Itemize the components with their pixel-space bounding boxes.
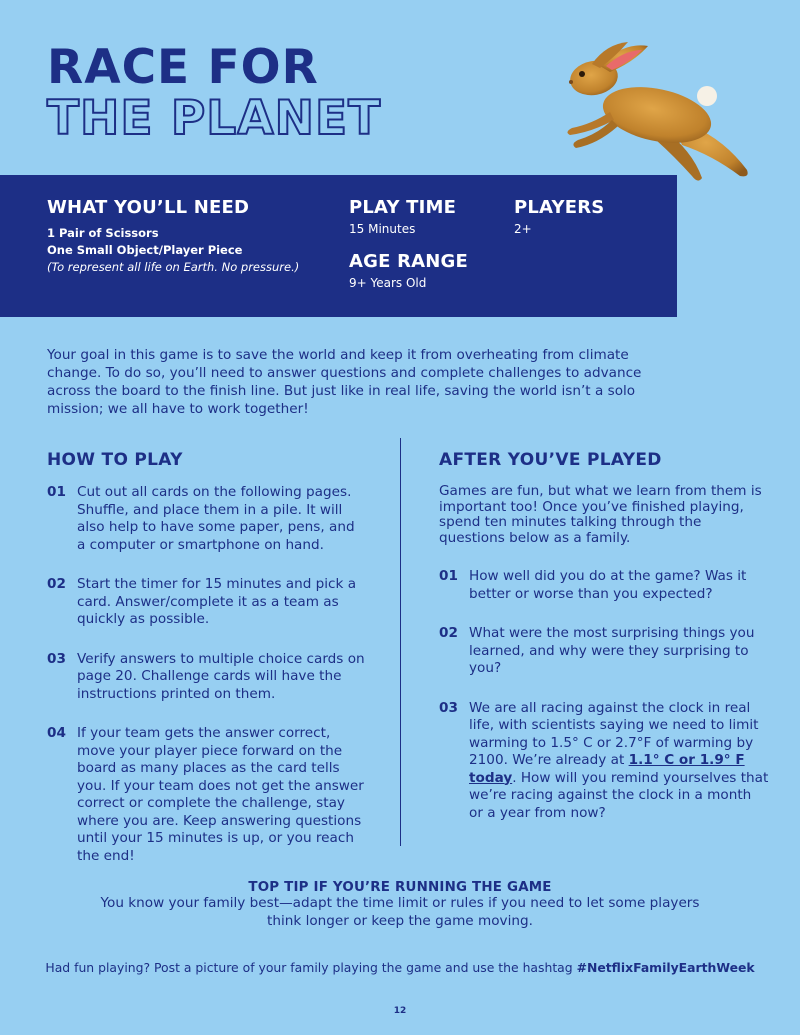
step-text-before: We are all racing against the clock in real life, with scientists saying we need to limit warming to 1.5° C or 2.7°F of warming by 2100. We’re already at (469, 699, 759, 768)
what-you-need-heading: WHAT YOU’LL NEED (47, 197, 250, 218)
top-tip-heading: TOP TIP IF YOU’RE RUNNING THE GAME (248, 880, 552, 895)
warming-stat-link[interactable]: 1.1° C or 1.9° F today (469, 752, 745, 786)
need-note: (To represent all life on Earth. No pressure.) (47, 260, 300, 274)
question-step (439, 568, 769, 603)
page-title-line-1: RACE FOR (47, 40, 319, 95)
footer-text: Had fun playing? Post a picture of your family playing the game and use the hashtag (45, 960, 577, 975)
step-text: How well did you do at the game? Was it better or worse than you expected? (469, 568, 747, 602)
what-you-need-section (47, 197, 299, 276)
need-item: 1 Pair of Scissors (47, 226, 159, 240)
step-text: Cut out all cards on the following pages. Shuffle, and place them in a pile. It will also help to have some paper, pens, and a computer or smartphone on hand. (77, 484, 355, 553)
how-to-play-step (47, 725, 367, 865)
age-range-section (349, 251, 468, 290)
top-tip-text: You know your family best—adapt the time limit or rules if you need to let some players think longer or keep the game moving. (100, 895, 700, 929)
page-title-line-2: THE PLANET (47, 91, 382, 146)
age-range-value: 9+ Years Old (349, 276, 427, 290)
how-to-play-step (47, 576, 367, 629)
hashtag: #NetflixFamilyEarthWeek (576, 960, 755, 975)
players-section (514, 197, 604, 236)
step-number: 03 (439, 699, 458, 716)
how-to-play-step (47, 651, 367, 704)
after-you-played-section (439, 450, 769, 844)
intro-paragraph: Your goal in this game is to save the world and keep it from overheating from climate change. To do so, you’ll need to answer questions and complete challenges to advance across the board to the finish line. But just like in real life, saving the world isn’t a solo mission; we all have to work together! (47, 347, 642, 417)
play-time-value: 15 Minutes (349, 222, 416, 236)
play-time-heading: PLAY TIME (349, 197, 457, 218)
how-to-play-section (47, 450, 367, 887)
column-divider (400, 438, 401, 846)
step-number: 01 (439, 568, 458, 584)
footer-line (0, 960, 800, 975)
need-item: One Small Object/Player Piece (47, 243, 243, 257)
after-you-played-heading: AFTER YOU’VE PLAYED (439, 450, 662, 470)
step-text: Verify answers to multiple choice cards on page 20. Challenge cards will have the instructions printed on them. (77, 650, 365, 702)
step-text: Start the timer for 15 minutes and pick a card. Answer/complete it as a team as quickly as possible. (77, 576, 357, 627)
how-to-play-step (47, 484, 367, 554)
question-step (439, 625, 769, 678)
step-text-after: . How will you remind yourselves that we’re racing against the clock in a month or a year from now? (469, 769, 769, 821)
age-range-heading: AGE RANGE (349, 251, 468, 272)
step-number: 03 (47, 650, 66, 667)
requirements-banner (0, 175, 677, 317)
step-number: 02 (439, 625, 458, 641)
step-number: 01 (47, 484, 66, 500)
players-value: 2+ (514, 222, 532, 236)
players-heading: PLAYERS (514, 197, 605, 218)
step-text (469, 700, 769, 823)
question-step (439, 700, 769, 823)
page-number: 12 (393, 1006, 407, 1016)
step-number: 02 (47, 576, 66, 592)
top-tip-section (100, 880, 700, 930)
how-to-play-heading: HOW TO PLAY (47, 450, 183, 470)
step-text: What were the most surprising things you learned, and why were they surprising to you? (469, 625, 755, 676)
after-intro: Games are fun, but what we learn from them is important too! Once you’ve finished playing, spend ten minutes talking through the questions below as a family. (439, 483, 762, 546)
step-text: If your team gets the answer correct, move your player piece forward on the board as many places as the card tells you. If your team does not get the answer correct or complete the challenge, stay where you are. Keep answering questions until your 15 minutes is up, or you reach the end! (77, 725, 364, 864)
play-time-section (349, 197, 456, 236)
step-number: 04 (47, 725, 66, 741)
rabbit-illustration (552, 40, 762, 190)
